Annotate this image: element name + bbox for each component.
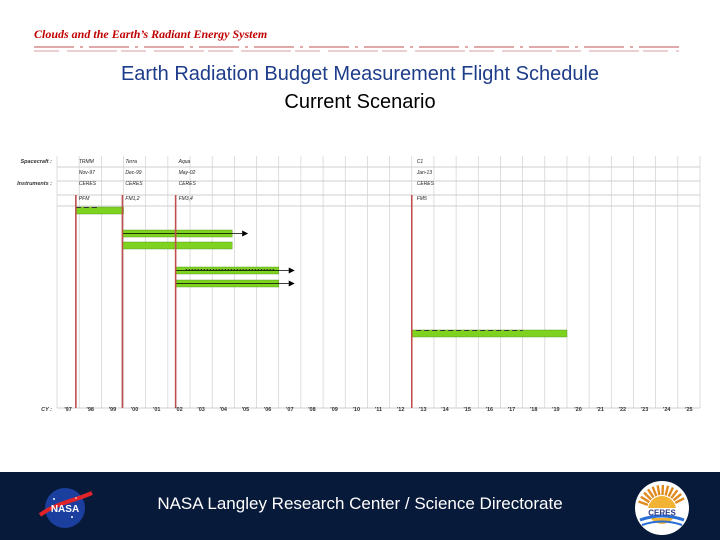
- mission-launch-date: Dec-99: [125, 170, 142, 176]
- schedule-bar: [76, 207, 124, 214]
- slide-subtitle: Current Scenario: [284, 91, 436, 113]
- year-tick-label: '17: [507, 407, 516, 413]
- mission-launch-date: May-02: [178, 170, 196, 176]
- schedule-bar: [412, 330, 567, 337]
- mission-spacecraft: C1: [416, 159, 424, 165]
- chart-labels: [17, 159, 692, 413]
- row-label-spacecraft: Spacecraft :: [20, 159, 52, 165]
- schedule-bar: [122, 242, 232, 249]
- year-tick-label: '98: [86, 407, 94, 413]
- extension-arrowhead: [289, 281, 295, 287]
- mission-spacecraft: TRMM: [78, 159, 94, 165]
- svg-text:NASA: NASA: [50, 504, 80, 515]
- row-label-cy: CY :: [41, 407, 52, 413]
- footer-text: NASA Langley Research Center / Science Directorate: [157, 494, 563, 513]
- year-tick-label: '09: [330, 407, 338, 413]
- year-tick-label: '12: [396, 407, 405, 413]
- year-tick-label: '06: [263, 407, 272, 413]
- year-tick-label: '10: [352, 407, 361, 413]
- year-tick-label: '22: [618, 407, 627, 413]
- year-tick-label: '25: [685, 407, 693, 413]
- svg-text:CERES: CERES: [648, 508, 676, 518]
- mission-instrument: CERES: [78, 181, 97, 187]
- mission-launch-date: Nov-97: [78, 170, 95, 176]
- year-tick-label: '20: [574, 407, 582, 413]
- year-tick-label: '08: [308, 407, 316, 413]
- year-tick-label: '11: [374, 407, 383, 413]
- year-tick-label: '14: [441, 407, 449, 413]
- mission-units: FM1,2: [125, 196, 140, 202]
- chart-grid: [57, 156, 700, 408]
- year-tick-label: '15: [463, 407, 471, 413]
- extension-arrowhead: [242, 231, 248, 237]
- row-label-instruments: Instruments :: [17, 181, 52, 187]
- chart-bars: [76, 207, 567, 337]
- mission-spacecraft: Terra: [125, 159, 137, 165]
- slide-title: Earth Radiation Budget Measurement Flight Schedule: [120, 63, 600, 85]
- mission-instrument: CERES: [178, 181, 196, 187]
- mission-instrument: CERES: [416, 181, 434, 187]
- year-tick-label: '02: [175, 407, 183, 413]
- mission-units: FM3,4: [178, 196, 193, 202]
- year-tick-label: '01: [153, 407, 161, 413]
- year-tick-label: '04: [219, 407, 228, 413]
- year-tick-label: '16: [485, 407, 494, 413]
- mission-launch-date: Jan-13: [416, 170, 433, 176]
- year-tick-label: '99: [108, 407, 117, 413]
- year-tick-label: '03: [197, 407, 205, 413]
- extension-arrowhead: [289, 268, 295, 274]
- mission-units: FM5: [416, 196, 427, 202]
- mission-instrument: CERES: [125, 181, 143, 187]
- year-tick-label: '21: [596, 407, 604, 413]
- chart-launch-lines: [76, 195, 412, 408]
- header-rule: [34, 44, 679, 54]
- mission-units: PFM: [78, 196, 90, 202]
- year-tick-label: '05: [241, 407, 250, 413]
- year-tick-label: '18: [529, 407, 538, 413]
- year-tick-label: '23: [640, 407, 649, 413]
- year-tick-label: '97: [64, 407, 72, 413]
- year-tick-label: '19: [552, 407, 560, 413]
- year-tick-label: '24: [663, 407, 671, 413]
- year-tick-label: '07: [286, 407, 294, 413]
- flight-schedule-chart: [0, 150, 720, 420]
- mission-spacecraft: Aqua: [178, 159, 191, 165]
- year-tick-label: '13: [419, 407, 427, 413]
- header-title: Clouds and the Earth’s Radiant Energy System: [34, 27, 268, 41]
- year-tick-label: '00: [130, 407, 139, 413]
